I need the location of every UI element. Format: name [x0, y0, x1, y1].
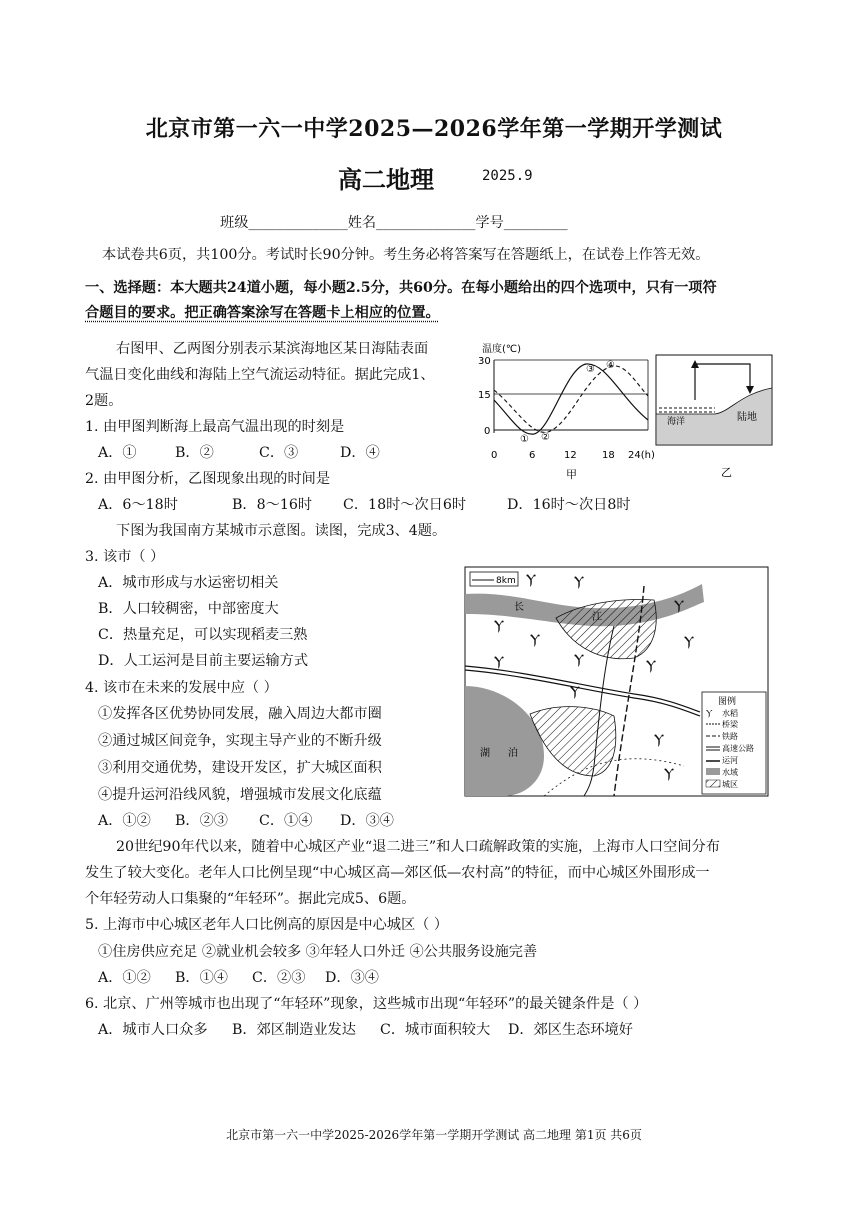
- passage3-line3: 个年轻劳动人口集聚的“年轻环”。据此完成5、6题。: [85, 891, 416, 907]
- city-map: [464, 566, 770, 798]
- page-footer: 北京市第一六一中学2025-2026学年第一学期开学测试 高二地理 第1页 共6页: [226, 1128, 642, 1142]
- svg-text:Ⲩ: Ⲩ: [530, 632, 541, 648]
- q2-option-d[interactable]: D．16时～次日8时: [507, 497, 631, 513]
- jia-point-3: ③: [586, 364, 595, 375]
- jia-ytick-15: 15: [478, 390, 491, 401]
- svg-text:Ⲩ: Ⲩ: [574, 652, 585, 668]
- legend-water: 水域: [722, 768, 738, 777]
- jia-caption: 甲: [566, 468, 577, 481]
- land-temp-curve: [494, 364, 648, 434]
- q4-statement-2: ②通过城区间竞争，实现主导产业的不断升级: [98, 733, 382, 749]
- q1-option-d[interactable]: D．④: [340, 445, 380, 461]
- map-scale: 8km: [496, 576, 516, 586]
- q3-option-c[interactable]: C．热量充足，可以实现稻麦三熟: [98, 627, 308, 643]
- svg-text:Ⲩ: Ⲩ: [494, 654, 505, 670]
- legend-urban: 城区: [722, 780, 738, 789]
- yi-caption: 乙: [721, 466, 732, 479]
- q2-option-a[interactable]: A．6～18时: [98, 497, 178, 513]
- q1-stem: 1. 由甲图判断海上最高气温出现的时刻是: [85, 419, 345, 435]
- yi-sea-label: 海洋: [667, 417, 686, 427]
- q5-option-d[interactable]: D．③④: [325, 970, 379, 986]
- q1-option-b[interactable]: B．②: [175, 445, 214, 461]
- legend-canal: 运河: [722, 756, 738, 765]
- passage1-line3: 2题。: [85, 393, 123, 409]
- student-info-fields: 班级______________姓名______________学号_________: [220, 215, 568, 231]
- q2-stem: 2. 由甲图分析，乙图现象出现的时间是: [85, 471, 331, 487]
- map-lake-label-2: 泊: [508, 748, 518, 759]
- svg-text:Ⲩ: Ⲩ: [684, 634, 695, 650]
- svg-text:Ⲩ: Ⲩ: [574, 574, 585, 590]
- map-river-label-1: 长: [514, 602, 524, 613]
- q1-option-c[interactable]: C．③: [259, 445, 299, 461]
- q4-statement-4: ④提升运河沿线风貌，增强城市发展文化底蕴: [98, 787, 382, 803]
- jia-xtick-24: 24(h): [628, 450, 655, 461]
- passage3-line2: 发生了较大变化。老年人口比例呈现“中心城区高—郊区低—农村高”的特征，而中心城区外围形成一: [85, 865, 710, 881]
- figure-jia: [476, 338, 656, 488]
- q4-option-d[interactable]: D．③④: [340, 813, 394, 829]
- q4-statement-3: ③利用交通优势，建设开发区，扩大城区面积: [98, 760, 382, 776]
- q6-stem: 6. 北京、广州等城市也出现了“年轻环”现象，这些城市出现“年轻环”的最关键条件是（ ）: [85, 996, 648, 1012]
- q6-option-c[interactable]: C．城市面积较大: [380, 1022, 491, 1038]
- svg-text:Ⲩ: Ⲩ: [570, 684, 581, 700]
- sea-temp-curve: [494, 366, 648, 433]
- q2-option-b[interactable]: B．8～16时: [232, 497, 313, 513]
- exam-intro: 本试卷共6页，共100分。考试时长90分钟。考生务必将答案写在答题纸上，在试卷上作答无效。: [102, 247, 710, 263]
- q6-option-d[interactable]: D．郊区生态环境好: [508, 1022, 633, 1038]
- svg-text:Ⲩ: Ⲩ: [706, 709, 713, 719]
- passage3-line1: 20世纪90年代以来，随着中心城区产业“退二进三”和人口疏解政策的实施，上海市人口空间分布: [116, 839, 720, 855]
- section-heading-line1: 一、选择题：本大题共24道小题，每小题2.5分，共60分。在每小题给出的四个选项中，只有一项符: [85, 280, 717, 296]
- q4-stem: 4. 该市在未来的发展中应（ ）: [85, 680, 278, 696]
- q2-option-c[interactable]: C．18时～次日6时: [343, 497, 467, 513]
- passage1-line2: 气温日变化曲线和海陆上空气流运动特征。据此完成1、: [85, 367, 435, 383]
- yi-land-label: 陆地: [737, 412, 757, 423]
- jia-point-2: ②: [541, 432, 550, 443]
- svg-text:Ⲩ: Ⲩ: [664, 766, 675, 782]
- section-heading-line2: 合题目的要求。把正确答案涂写在答题卡上相应的位置。: [85, 305, 440, 321]
- exam-date: 2025.9: [482, 168, 533, 184]
- map-lake-label-1: 湖: [480, 748, 490, 759]
- q6-option-b[interactable]: B．郊区制造业发达: [232, 1022, 356, 1038]
- svg-text:Ⲩ: Ⲩ: [674, 598, 685, 614]
- q3-option-a[interactable]: A．城市形成与水运密切相关: [98, 575, 279, 591]
- q5-option-a[interactable]: A．①②: [98, 970, 151, 986]
- svg-text:Ⲩ: Ⲩ: [646, 658, 657, 674]
- q5-statements: ①住房供应充足 ②就业机会较多 ③年轻人口外迁 ④公共服务设施完善: [98, 944, 538, 960]
- jia-xtick-12: 12: [564, 450, 577, 461]
- legend-title: 图例: [718, 697, 737, 707]
- q5-option-c[interactable]: C．②③: [252, 970, 306, 986]
- svg-text:Ⲩ: Ⲩ: [494, 618, 505, 634]
- q5-stem: 5. 上海市中心城区老年人口比例高的原因是中心城区（ ）: [85, 917, 449, 933]
- legend-railway: 铁路: [722, 732, 738, 741]
- legend-rice: 水稻: [722, 709, 738, 718]
- exam-title: 北京市第一六一中学2025—2026学年第一学期开学测试: [145, 116, 723, 142]
- passage1-line1: 右图甲、乙两图分别表示某滨海地区某日海陆表面: [116, 341, 429, 357]
- jia-ytick-0: 0: [484, 426, 491, 437]
- q3-option-b[interactable]: B．人口较稠密，中部密度大: [98, 601, 279, 617]
- legend-bridge: 桥梁: [722, 720, 738, 729]
- q6-option-a[interactable]: A．城市人口众多: [98, 1022, 208, 1038]
- q4-option-a[interactable]: A．①②: [98, 813, 151, 829]
- figure-yi: [655, 354, 775, 488]
- subject-title: 高二地理: [338, 165, 434, 194]
- q4-statement-1: ①发挥各区优势协同发展，融入周边大都市圈: [98, 706, 382, 722]
- legend-highway: 高速公路: [722, 744, 754, 753]
- jia-xtick-6: 6: [529, 450, 536, 461]
- svg-text:Ⲩ: Ⲩ: [654, 732, 665, 748]
- jia-ytick-30: 30: [478, 356, 491, 367]
- q3-stem: 3. 该市（ ）: [85, 549, 165, 565]
- q5-option-b[interactable]: B．①④: [175, 970, 228, 986]
- q3-option-d[interactable]: D．人工运河是目前主要运输方式: [98, 653, 309, 669]
- q1-option-a[interactable]: A．①: [98, 445, 137, 461]
- q4-option-c[interactable]: C．①④: [259, 813, 313, 829]
- q4-option-b[interactable]: B．②③: [175, 813, 228, 829]
- jia-ylabel: 温度(℃): [482, 344, 522, 355]
- jia-point-4: ④: [606, 360, 615, 371]
- jia-xtick-18: 18: [602, 450, 615, 461]
- svg-text:Ⲩ: Ⲩ: [526, 572, 537, 588]
- jia-xtick-0: 0: [491, 450, 498, 461]
- jia-point-1: ①: [520, 434, 529, 445]
- passage2-line1: 下图为我国南方某城市示意图。读图，完成3、4题。: [116, 523, 447, 539]
